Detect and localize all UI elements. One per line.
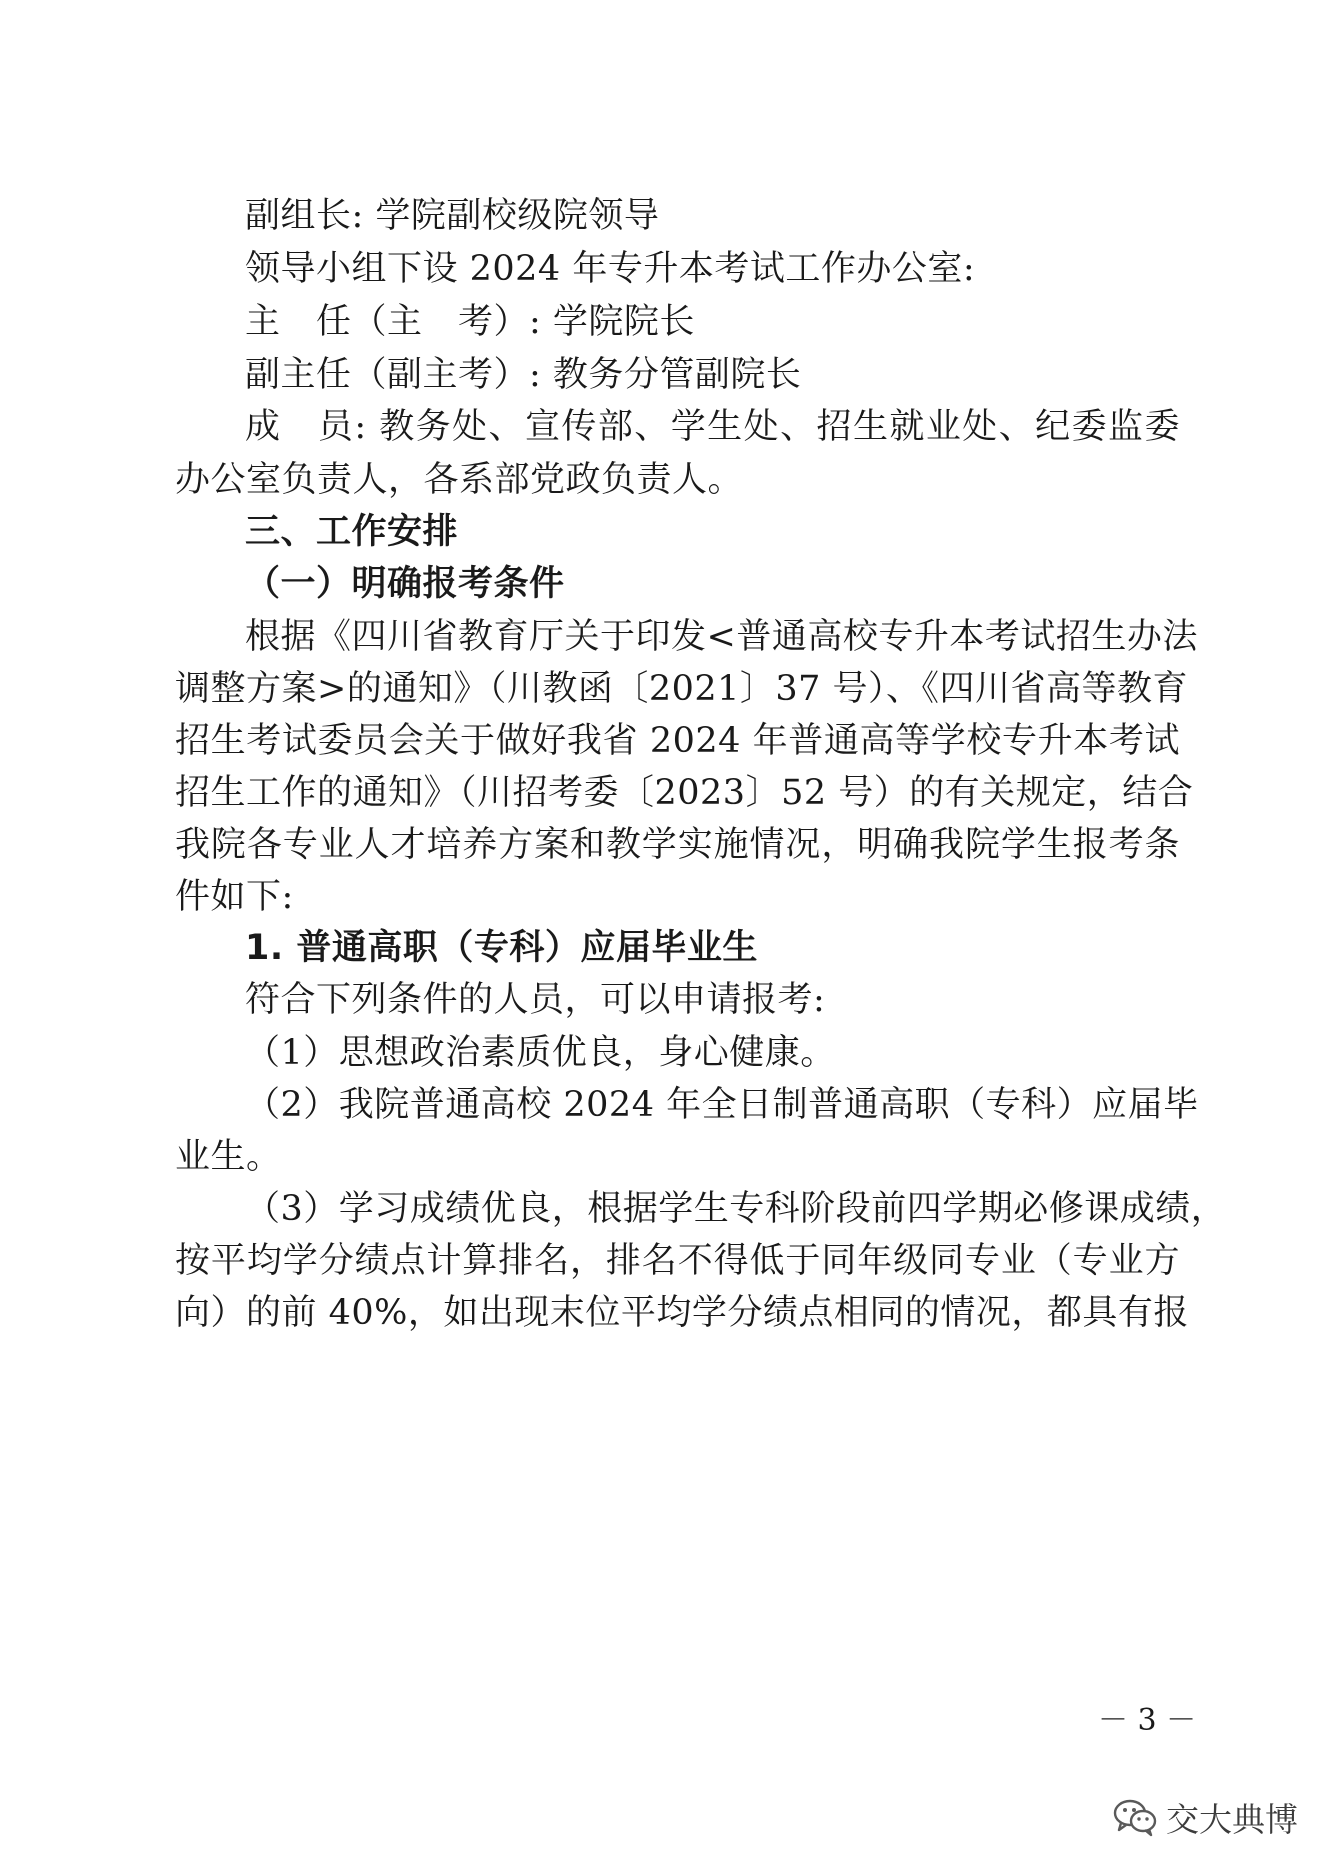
watermark-text: 交大典博 xyxy=(1166,1799,1298,1839)
list-item-cont: 向）的前 40%，如出现末位平均学分绩点相同的情况，都具有报 xyxy=(175,1293,1189,1333)
paragraph-line: 招生考试委员会关于做好我省 2024 年普通高等学校专升本考试 xyxy=(175,721,1180,761)
text-line-deputy-director: 副主任（副主考）: 教务分管副院长 xyxy=(245,355,802,395)
text-line-office-setup: 领导小组下设 2024 年专升本考试工作办公室: xyxy=(245,249,976,289)
paragraph-line: 我院各专业人才培养方案和教学实施情况，明确我院学生报考条 xyxy=(175,825,1180,865)
page-number: － 3 － xyxy=(1098,1703,1197,1738)
text-line-director: 主 任（主 考）: 学院院长 xyxy=(245,302,695,342)
list-item-cont: 业生。 xyxy=(175,1137,282,1177)
text-line-members: 成 员: 教务处、宣传部、学生处、招生就业处、纪委监委 xyxy=(245,407,1180,447)
list-item-cont: 按平均学分绩点计算排名，排名不得低于同年级同专业（专业方 xyxy=(175,1241,1180,1281)
paragraph-line: 件如下: xyxy=(175,877,294,917)
paragraph-line: 符合下列条件的人员，可以申请报考: xyxy=(245,980,826,1020)
section-heading: 三、工作安排 xyxy=(245,512,459,552)
paragraph-line: 招生工作的通知》（川招考委〔2023〕52 号）的有关规定，结合 xyxy=(175,773,1194,813)
text-line-deputy-leader: 副组长: 学院副校级院领导 xyxy=(245,196,660,236)
watermark xyxy=(1112,1795,1298,1839)
list-item: （2）我院普通高校 2024 年全日制普通高职（专科）应届毕 xyxy=(245,1085,1199,1125)
paragraph-line: 调整方案>的通知》（川教函〔2021〕37 号）、《四川省高等教育 xyxy=(175,669,1189,709)
paragraph-line: 根据《四川省教育厅关于印发<普通高校专升本考试招生办法 xyxy=(245,617,1198,657)
list-item: （1）思想政治素质优良，身心健康。 xyxy=(245,1033,836,1073)
list-item: （3）学习成绩优良，根据学生专科阶段前四学期必修课成绩， xyxy=(245,1189,1227,1229)
text-line-members-cont: 办公室负责人，各系部党政负责人。 xyxy=(175,460,744,500)
item-heading: 1. 普通高职（专科）应届毕业生 xyxy=(245,928,758,968)
wechat-icon xyxy=(1112,1797,1158,1837)
subsection-heading: （一）明确报考条件 xyxy=(245,564,565,604)
